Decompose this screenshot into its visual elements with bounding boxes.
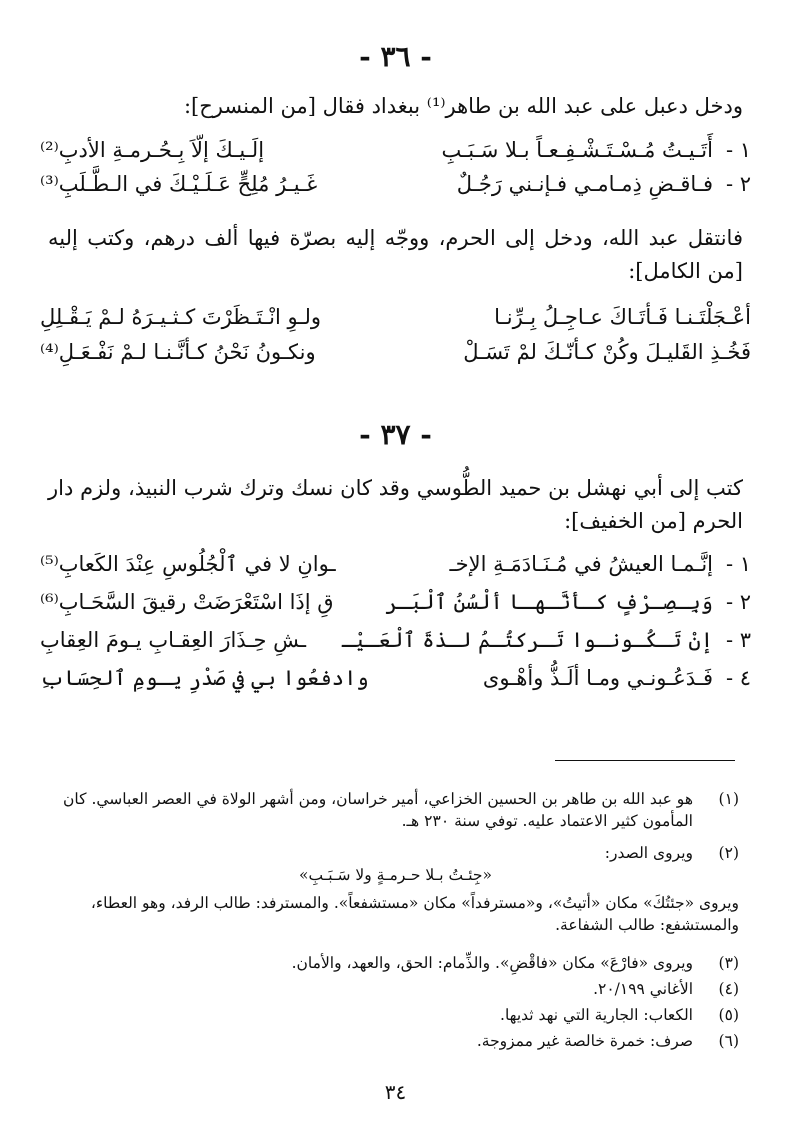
poem-verse-3	[40, 305, 751, 341]
footnote-2	[46, 842, 739, 864]
footnote-2-continued	[46, 892, 739, 936]
footnote-text: ويروى «فارْعَ» مكان «فاقْضِ». والذِّمام: الحق، والعهد، والأمان.	[291, 954, 693, 972]
footnote-text: ويروى الصدر:	[604, 844, 693, 862]
footnote-number: (١)	[718, 790, 739, 808]
footnote-number: (٦)	[718, 1032, 739, 1050]
verse-number: ٢ -	[725, 172, 751, 196]
footnote-separator	[555, 760, 735, 761]
footnote-5	[46, 1004, 739, 1026]
footnote-text: الأغاني ٢٠/١٩٩.	[593, 980, 693, 998]
section-36-intro: ودخل دعبل على عبد الله بن طاهر⁽¹⁾ ببغداد فقال [من المنسرح]:	[183, 94, 743, 118]
footnote-number: (٢)	[718, 844, 739, 862]
page-number: ٣٤	[384, 1080, 407, 1104]
poem-verse-4	[40, 340, 751, 376]
footnote-text: ويروى «جئتُكَ» مكان «أتيتُ»، و«مسترفداً» مكان «مستشفعاً». والمسترفد: طالب الرفد، وهو العطاء، والمستشفع: طالب الشفاعة.	[90, 894, 739, 934]
footnote-4	[46, 978, 739, 1000]
verse-second-hemistich: وادفعُوا بي في صَدْرِ يـومِ ٱلحِسَابِ	[40, 666, 369, 690]
footnote-number: (٤)	[718, 980, 739, 998]
verse-first-hemistich: فَخُـذِ القَليـلَ وكُنْ كـأنّـكَ لمْ تَسَـلْ	[463, 340, 751, 364]
footnote-text: صرف: خمرة خالصة غير ممزوجة.	[476, 1032, 693, 1050]
verse-first-hemistich: فـاقـضِ ذِمـامـي فـإنـني رَجُـلٌ	[456, 172, 713, 196]
verse-number: ١ -	[725, 552, 751, 576]
footnote-6	[46, 1030, 739, 1052]
verse-second-hemistich: ولـوِ انْـتَـظَرْتَ كـثـيـرَهُ لـمْ يَـقْـلِلِ	[40, 305, 322, 329]
section-36-prose: فانتقل عبد الله، ودخل إلى الحرم، ووجّه إليه بصرّة فيها ألف درهم، وكتب إليه [من الكامل]:	[48, 226, 743, 283]
verse-number: ٣ -	[725, 628, 751, 652]
footnote-1	[46, 788, 739, 832]
verse-second-hemistich: ونكـونُ نَحْنُ كـأنَّـنـا لـمْ نَفْـعَـلِ⁽⁴⁾	[40, 340, 316, 364]
poem-verse-7	[40, 628, 751, 664]
poem-verse-5	[40, 552, 751, 588]
verse-second-hemistich: غَـيـرُ مُلِحٍّ عَـلَـيْـكَ في الـطَّـلَبِ⁽³⁾	[40, 172, 318, 196]
verse-second-hemistich: ـوانِ لا في ٱلْجُلُوسِ عِنْدَ الكَعابِ⁽⁵⁾	[40, 552, 336, 576]
verse-second-hemistich: قِ إذَا اسْتَعْرَضَتْ رقيقَ السَّحَـابِ⁽⁶⁾	[40, 590, 334, 614]
footnote-number: (٣)	[718, 954, 739, 972]
poem-verse-6	[40, 590, 751, 626]
verse-second-hemistich: ـشِ حِـذَارَ العِقـابِ يـومَ العِقابِ	[40, 628, 307, 652]
verse-second-hemistich: إلَـيـكَ إلّاَ بِـحُـرمـةِ الأدبِ⁽²⁾	[40, 138, 265, 162]
verse-first-hemistich: أَتَـيـتُ مُـسْـتَـشْـفِـعـاً بـلا سَـبَـبِ	[441, 138, 713, 162]
section-number-37: - ٣٧ -	[359, 418, 432, 451]
section-number-36: - ٣٦ -	[359, 40, 432, 73]
footnote-number: (٥)	[718, 1006, 739, 1024]
footnote-text: الكعاب: الجارية التي نهد ثديها.	[500, 1006, 693, 1024]
poem-verse-8	[40, 666, 751, 702]
section-37-intro: كتب إلى أبي نهشل بن حميد الطُّوسي وقد كان نسك وترك شرب النبيذ، ولزم دار الحرم [من الخفيف]:	[48, 476, 743, 533]
verse-number: ٢ -	[725, 590, 751, 614]
verse-first-hemistich: إنَّـمـا العيشُ في مُـنَـادَمَـةِ الإخـ	[449, 552, 713, 576]
verse-number: ١ -	[725, 138, 751, 162]
footnote-3	[46, 952, 739, 974]
footnote-2-quote: «جِئـتُ بـلا حـرمـةٍ ولا سَـبَـبِ»	[299, 866, 492, 884]
verse-number: ٤ -	[725, 666, 751, 690]
verse-first-hemistich: إنْ تَـكُـونـوا تَـركتُـمُ لـذةَ ٱلْعَـيْـ	[341, 628, 713, 652]
verse-first-hemistich: أعْـجَلْتَـنـا فَـأتَـاكَ عـاجِـلُ بِـرِّنـا	[494, 305, 751, 329]
verse-first-hemistich: وَبِـصِـرْفٍ كـأنَّـهـا ألْسُنُ ٱلْبَـر	[385, 590, 713, 614]
verse-first-hemistich: فَـدَعُـونـي ومـا ألَـذُّ وأهْـوى	[482, 666, 713, 690]
poem-verse-1	[40, 138, 751, 174]
footnote-text: هو عبد الله بن طاهر بن الحسين الخزاعي، أمير خراسان، ومن أشهر الولاة في العصر العباسي. كان المأمون كثير الاعتماد عليه. توفي سنة ٢٣٠ هـ.	[63, 790, 693, 830]
poem-verse-2	[40, 172, 751, 208]
